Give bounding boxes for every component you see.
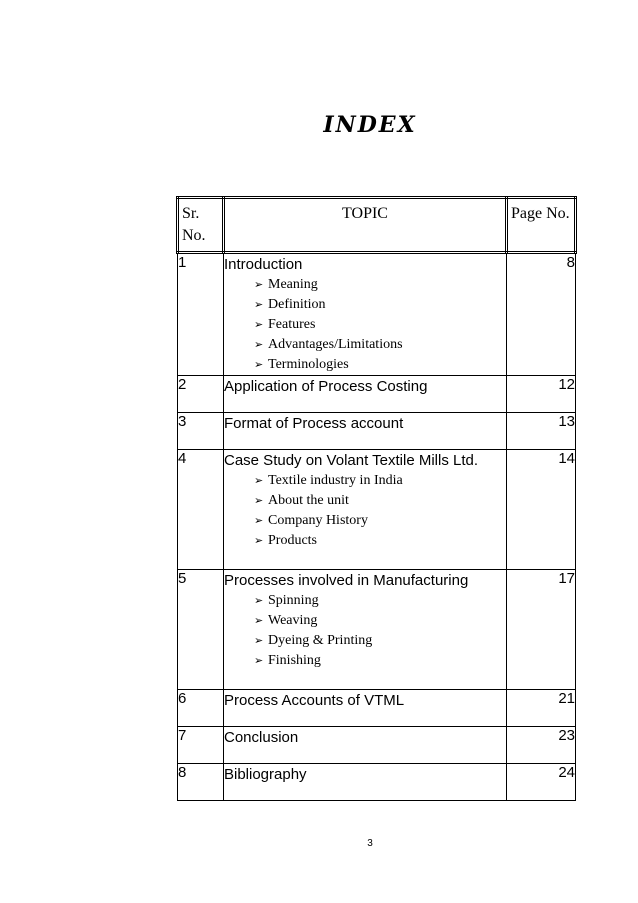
subtopic-item — [254, 611, 506, 631]
table-row — [178, 690, 576, 727]
row-topic-title: Application of Process Costing — [224, 378, 428, 395]
table-row — [178, 413, 576, 450]
subtopic-list — [224, 591, 506, 671]
row-sr-no: 6 — [178, 690, 224, 727]
arrow-bullet-icon: ➢ — [254, 279, 264, 291]
row-topic-cell — [224, 413, 507, 450]
subtopic-label: Company History — [268, 513, 368, 528]
arrow-bullet-icon: ➢ — [254, 655, 264, 667]
arrow-bullet-icon: ➢ — [254, 299, 264, 311]
subtopic-item — [254, 511, 506, 531]
row-sr-no: 2 — [178, 376, 224, 413]
subtopic-label: Products — [268, 533, 317, 548]
subtopic-item — [254, 335, 506, 355]
subtopic-label: About the unit — [268, 493, 349, 508]
header-page-no: Page No. — [507, 198, 576, 253]
subtopic-item — [254, 315, 506, 335]
subtopic-label: Meaning — [268, 277, 318, 292]
arrow-bullet-icon: ➢ — [254, 495, 264, 507]
table-row — [178, 764, 576, 801]
row-topic-title: Case Study on Volant Textile Mills Ltd. — [224, 452, 479, 469]
row-sr-no: 8 — [178, 764, 224, 801]
row-page-no: 23 — [507, 727, 576, 764]
table-row — [178, 727, 576, 764]
row-topic-cell — [224, 764, 507, 801]
row-topic-title: Processes involved in Manufacturing — [224, 572, 469, 589]
table-row — [178, 253, 576, 376]
row-topic-title: Introduction — [224, 256, 303, 273]
row-page-no: 8 — [507, 253, 576, 376]
row-page-no: 14 — [507, 450, 576, 570]
row-sr-no: 5 — [178, 570, 224, 690]
table-row — [178, 570, 576, 690]
row-topic-cell — [224, 570, 507, 690]
row-topic-title: Format of Process account — [224, 415, 404, 432]
arrow-bullet-icon: ➢ — [254, 339, 264, 351]
subtopic-item — [254, 591, 506, 611]
row-sr-no: 7 — [178, 727, 224, 764]
row-page-no: 24 — [507, 764, 576, 801]
row-topic-cell — [224, 376, 507, 413]
row-topic-title: Process Accounts of VTML — [224, 692, 405, 709]
subtopic-list — [224, 275, 506, 375]
arrow-bullet-icon: ➢ — [254, 319, 264, 331]
subtopic-item — [254, 531, 506, 551]
subtopic-item — [254, 651, 506, 671]
row-page-no: 13 — [507, 413, 576, 450]
row-page-no: 21 — [507, 690, 576, 727]
arrow-bullet-icon: ➢ — [254, 595, 264, 607]
table-row — [178, 450, 576, 570]
row-sr-no: 1 — [178, 253, 224, 376]
header-row — [178, 198, 576, 253]
row-topic-cell — [224, 690, 507, 727]
subtopic-label: Dyeing & Printing — [268, 633, 373, 648]
row-topic-cell — [224, 450, 507, 570]
subtopic-item — [254, 631, 506, 651]
arrow-bullet-icon: ➢ — [254, 615, 264, 627]
subtopic-label: Features — [268, 317, 316, 332]
arrow-bullet-icon: ➢ — [254, 475, 264, 487]
subtopic-label: Spinning — [268, 593, 319, 608]
row-topic-cell — [224, 727, 507, 764]
index-table — [176, 196, 577, 801]
subtopic-item — [254, 471, 506, 491]
row-page-no: 17 — [507, 570, 576, 690]
table-row — [178, 376, 576, 413]
row-sr-no: 3 — [178, 413, 224, 450]
subtopic-label: Terminologies — [268, 357, 349, 372]
subtopic-label: Finishing — [268, 653, 321, 668]
row-topic-title: Conclusion — [224, 729, 299, 746]
subtopic-item — [254, 275, 506, 295]
index-table-body — [178, 253, 576, 801]
subtopic-item — [254, 491, 506, 511]
subtopic-item — [254, 355, 506, 375]
subtopic-item — [254, 295, 506, 315]
subtopic-label: Textile industry in India — [268, 473, 403, 488]
row-sr-no: 4 — [178, 450, 224, 570]
arrow-bullet-icon: ➢ — [254, 635, 264, 647]
subtopic-label: Definition — [268, 297, 326, 312]
page-title: INDEX — [323, 112, 417, 138]
page-number: 3 — [367, 838, 373, 849]
arrow-bullet-icon: ➢ — [254, 359, 264, 371]
arrow-bullet-icon: ➢ — [254, 515, 264, 527]
subtopic-list — [224, 471, 506, 551]
row-topic-title: Bibliography — [224, 766, 307, 783]
row-page-no: 12 — [507, 376, 576, 413]
arrow-bullet-icon: ➢ — [254, 535, 264, 547]
subtopic-label: Weaving — [268, 613, 318, 628]
header-sr-no: Sr. No. — [178, 198, 224, 253]
header-topic: TOPIC — [224, 198, 507, 253]
subtopic-label: Advantages/Limitations — [268, 337, 403, 352]
row-topic-cell — [224, 253, 507, 376]
